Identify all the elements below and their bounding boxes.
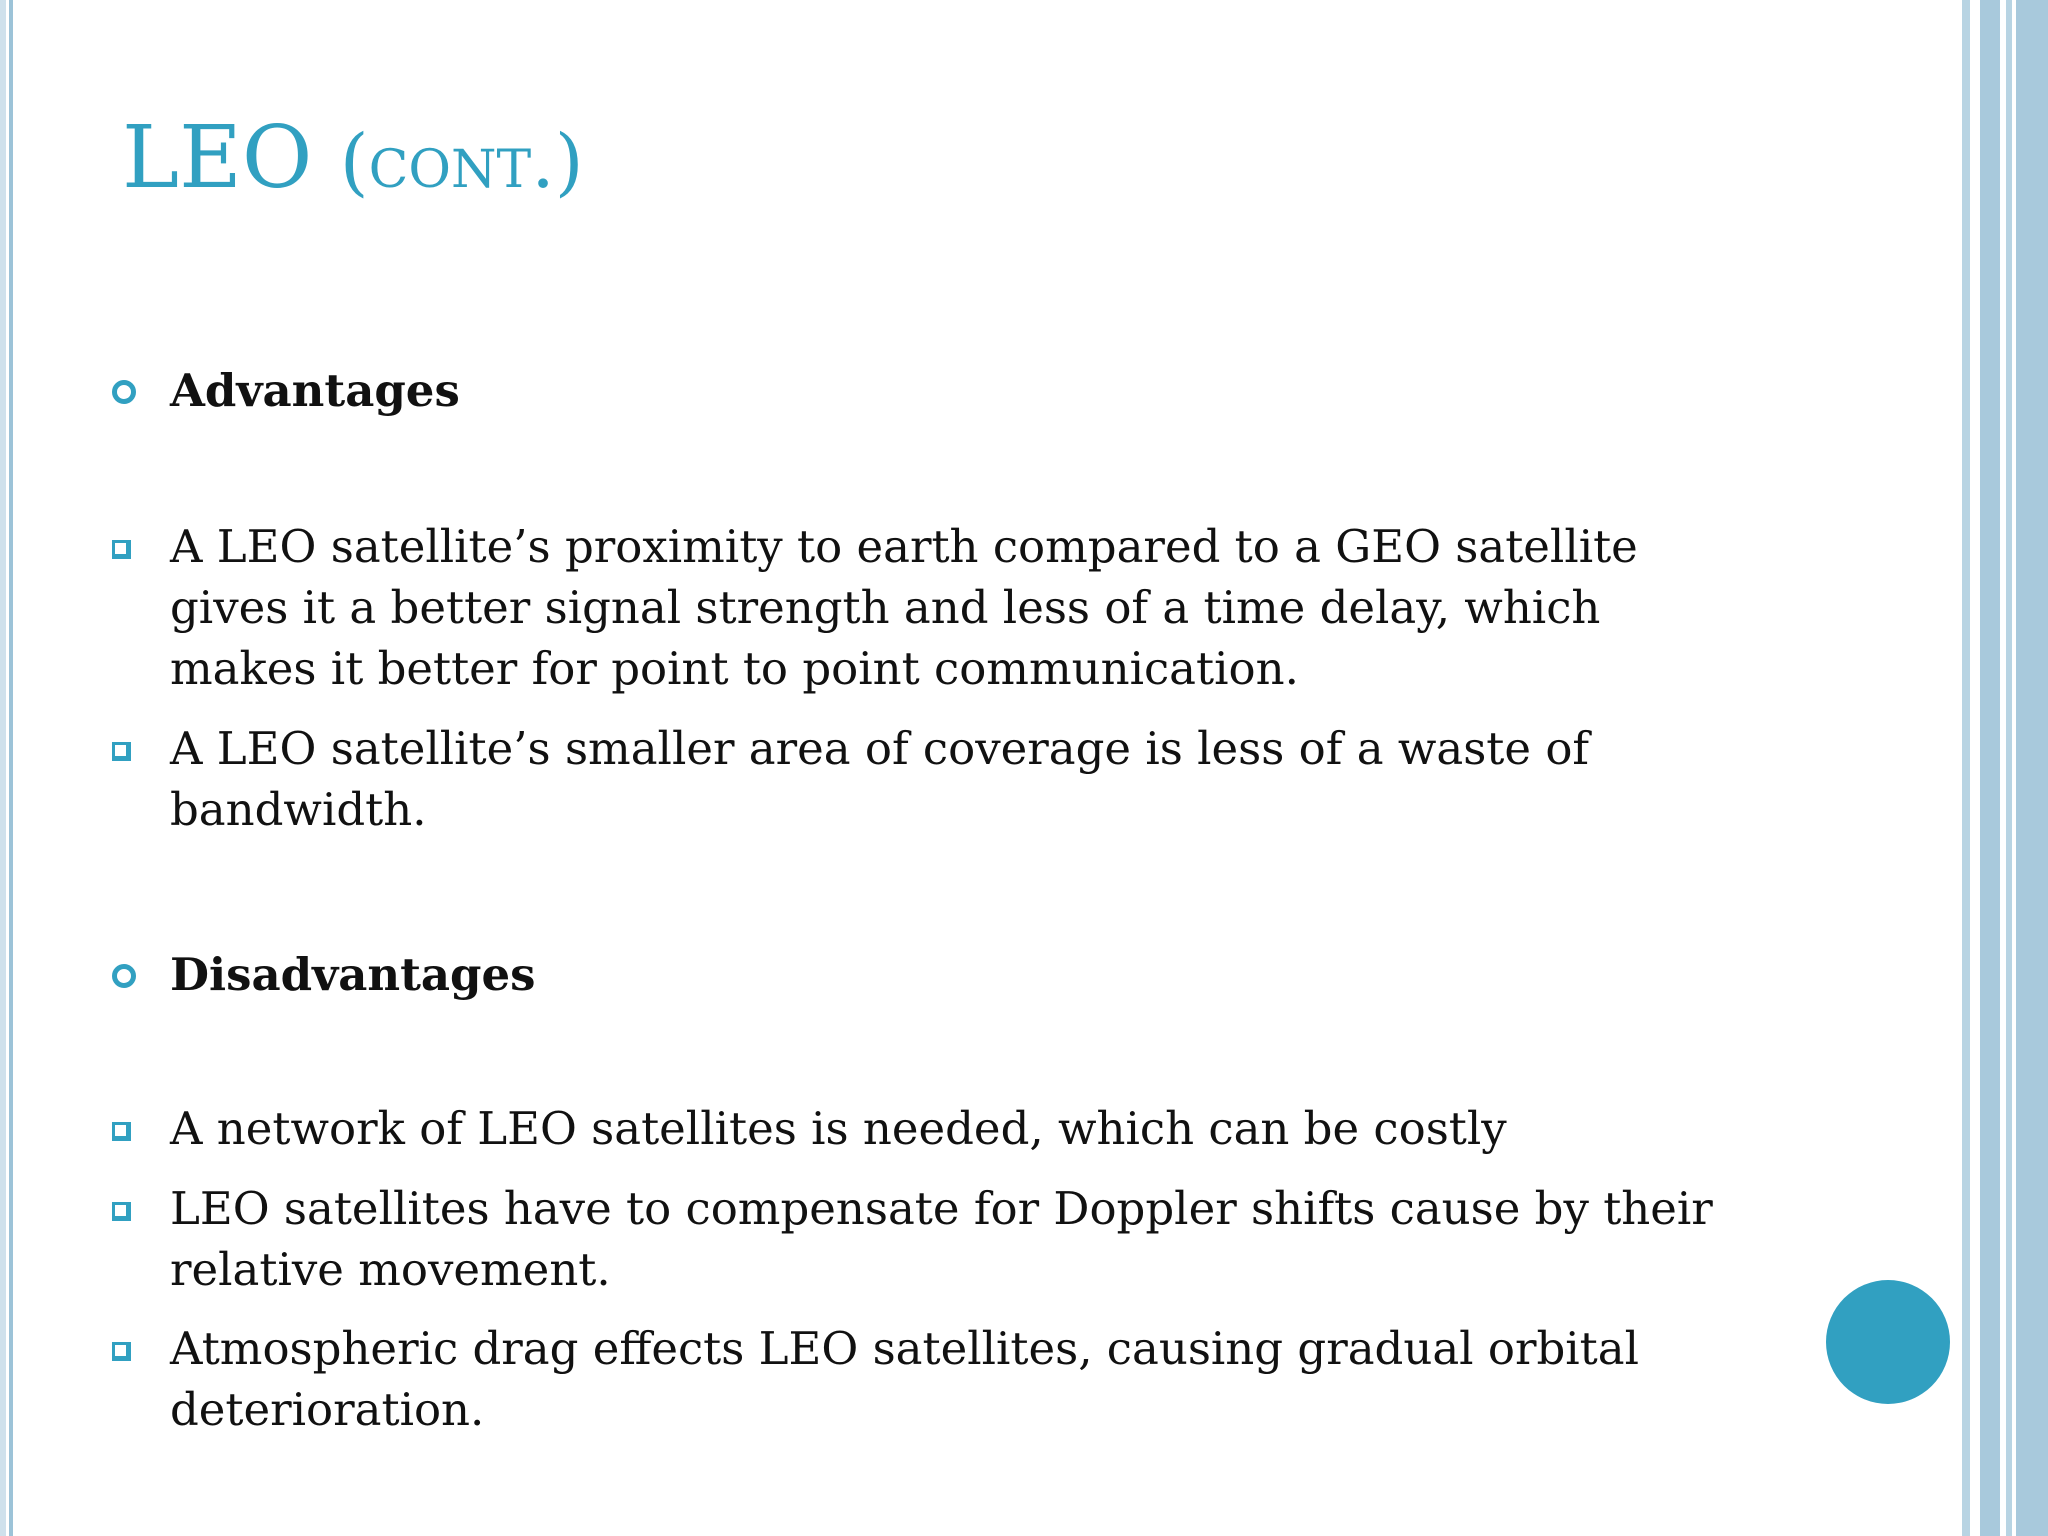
disadvantages-heading-text: Disadvantages <box>170 948 536 1001</box>
list-item <box>170 1318 1730 1440</box>
right-border-decoration <box>1956 0 2048 1536</box>
square-bullet-icon <box>112 540 131 559</box>
disadvantage-item-2: LEO satellites have to compensate for Doppler shifts cause by their relative movement. <box>170 1182 1713 1296</box>
slide-title-sub: (cont.) <box>339 119 584 205</box>
disadvantage-item-1: A network of LEO satellites is needed, which can be costly <box>170 1102 1507 1155</box>
advantage-item-1: A LEO satellite’s proximity to earth compared to a GEO satellite gives it a better signal strength and less of a time delay, which makes it better for point to point communication. <box>170 520 1638 695</box>
disadvantages-heading <box>170 944 1730 1005</box>
list-item <box>170 1098 1730 1159</box>
list-item <box>170 516 1730 699</box>
advantages-heading-text: Advantages <box>170 364 460 417</box>
square-bullet-icon <box>112 1202 131 1221</box>
circle-bullet-icon <box>112 964 136 988</box>
circle-bullet-icon <box>112 380 136 404</box>
square-bullet-icon <box>112 1342 131 1361</box>
list-item <box>170 1178 1730 1300</box>
square-bullet-icon <box>112 742 131 761</box>
slide-title-main: LEO <box>122 108 313 208</box>
advantage-item-2: A LEO satellite’s smaller area of coverage is less of a waste of bandwidth. <box>170 722 1590 836</box>
accent-circle-decoration <box>1826 1280 1950 1404</box>
square-bullet-icon <box>112 1122 131 1141</box>
list-item <box>170 718 1730 840</box>
disadvantage-item-3: Atmospheric drag effects LEO satellites, causing gradual orbital deterioration. <box>170 1322 1639 1436</box>
advantages-heading <box>170 360 1730 421</box>
